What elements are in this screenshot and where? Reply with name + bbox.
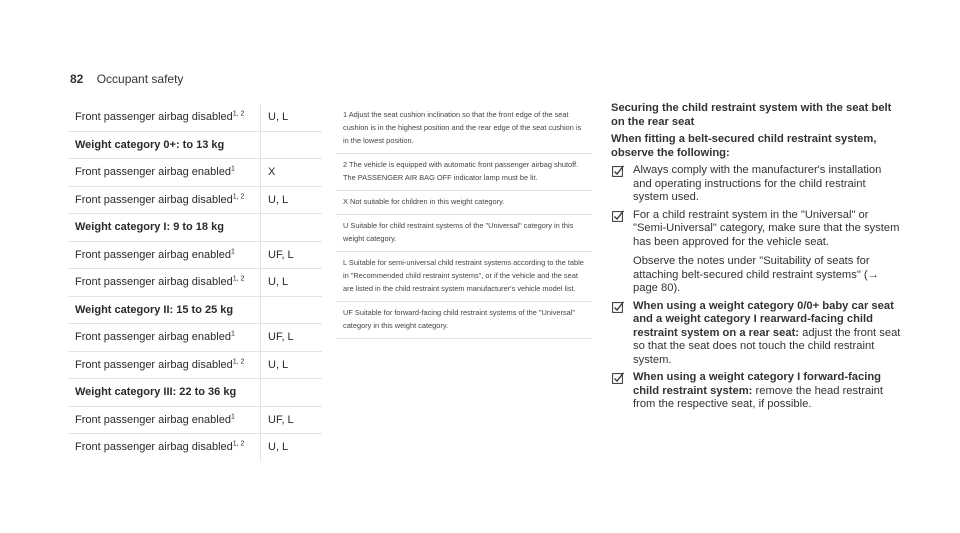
table-row [68,159,322,187]
row-label: Front passenger airbag disabled [75,276,233,289]
row-value: U, L [268,358,289,371]
instruction-item [611,209,901,296]
suitability-table [68,104,322,461]
instruction-text: Always comply with the manufacturer's installation and operating instructions for the child restraint system used. [633,164,882,203]
section-subheading: When fitting a belt-secured child restraint system, observe the following: [611,133,877,159]
row-label: Front passenger airbag disabled [75,441,233,454]
table-group-heading [68,214,322,242]
row-value: UF, L [268,413,294,426]
footnote-ref: 1, 2 [232,440,245,448]
instruction-bold: When using a weight category 0/0+ baby car seat and a weight category I rearward-facing child restraint system on a rear seat: [633,299,894,339]
instruction-item [611,300,901,368]
footnote-ref: 1 [230,248,235,256]
row-label: Weight category II: 15 to 25 kg [75,303,234,316]
footnote-ref: 1 [230,330,235,338]
checkbox-icon [612,372,624,384]
table-row [68,351,322,379]
footnotes-table [336,104,592,339]
instruction-item [611,371,901,412]
footnote-ref: 1, 2 [232,193,245,201]
page-number: 82 [70,72,84,86]
footnote-ref: 1 [230,413,235,421]
row-label: Front passenger airbag enabled [75,248,231,261]
row-value: U, L [268,276,289,289]
row-value: U, L [268,193,289,206]
row-value: X [268,166,276,179]
row-label: Front passenger airbag disabled [75,111,233,124]
section-heading: Securing the child restraint system with the seat belt on the rear seat [611,102,892,128]
table-group-heading [68,131,322,159]
footnote-2: 2 The vehicle is equipped with automatic front passenger airbag shutoff. The PASSENGER AIR BAG OFF indicator lamp must be lit. [336,154,592,191]
table-row [68,104,322,131]
row-label: Weight category 0+: to 13 kg [75,138,225,151]
section-title: Occupant safety [96,72,184,86]
table-row [68,406,322,434]
instruction-text: adjust the front seat so that the seat does not touch the child restraint system. [633,326,901,366]
table-row [68,324,322,352]
table-group-heading [68,379,322,407]
row-value: U, L [268,111,289,124]
page-header [70,72,183,86]
instructions-column [611,102,901,412]
table-row [68,186,322,214]
row-label: Front passenger airbag enabled [75,166,231,179]
table-group-heading [68,296,322,324]
table-row [68,269,322,297]
instruction-item [611,164,901,205]
row-label: Front passenger airbag disabled [75,193,233,206]
footnote-ref: 1, 2 [232,275,245,283]
footnote-ref: 1, 2 [232,110,245,118]
instruction-text: For a child restraint system in the "Universal" or "Semi-Universal" category, make sure that the system has been approved for the vehicle seat. [633,208,900,248]
row-value: U, L [268,441,289,454]
row-label: Weight category III: 22 to 36 kg [75,386,237,399]
footnote-1: 1 Adjust the seat cushion inclination so that the front edge of the seat cushion is in the highest position and the rear edge of the seat cushion is in the lowest position. [336,104,592,154]
footnote-ref: 1 [230,165,235,173]
checkbox-icon [612,165,624,177]
checkbox-icon [612,210,624,222]
row-label: Front passenger airbag enabled [75,331,231,344]
instruction-text: remove the head restraint from the respective seat, if possible. [633,384,883,410]
checkbox-icon [612,301,624,313]
row-label: Weight category I: 9 to 18 kg [75,221,224,234]
footnote-x: X Not suitable for children in this weight category. [336,191,592,215]
instruction-text: Observe the notes under "Suitability of seats for attaching belt-secured child restraint systems" (→ page 80). [633,255,879,294]
footnote-uf: UF Suitable for forward-facing child restraint systems of the "Universal" category in this weight category. [336,302,592,339]
footnote-u: U Suitable for child restraint systems of the "Universal" category in this weight category. [336,215,592,252]
footnote-l: L Suitable for semi-universal child restraint systems according to the table in "Recommended child restraint systems", or if the vehicle and the seat are listed in the child restraint system manufacturer's vehicle model list. [336,252,592,302]
footnote-ref: 1, 2 [232,358,245,366]
row-value: UF, L [268,248,294,261]
instruction-bold: When using a weight category I forward-facing child restraint system: [633,371,882,397]
row-value: UF, L [268,331,294,344]
row-label: Front passenger airbag enabled [75,413,231,426]
table-row [68,241,322,269]
row-label: Front passenger airbag disabled [75,358,233,371]
table-row [68,434,322,461]
